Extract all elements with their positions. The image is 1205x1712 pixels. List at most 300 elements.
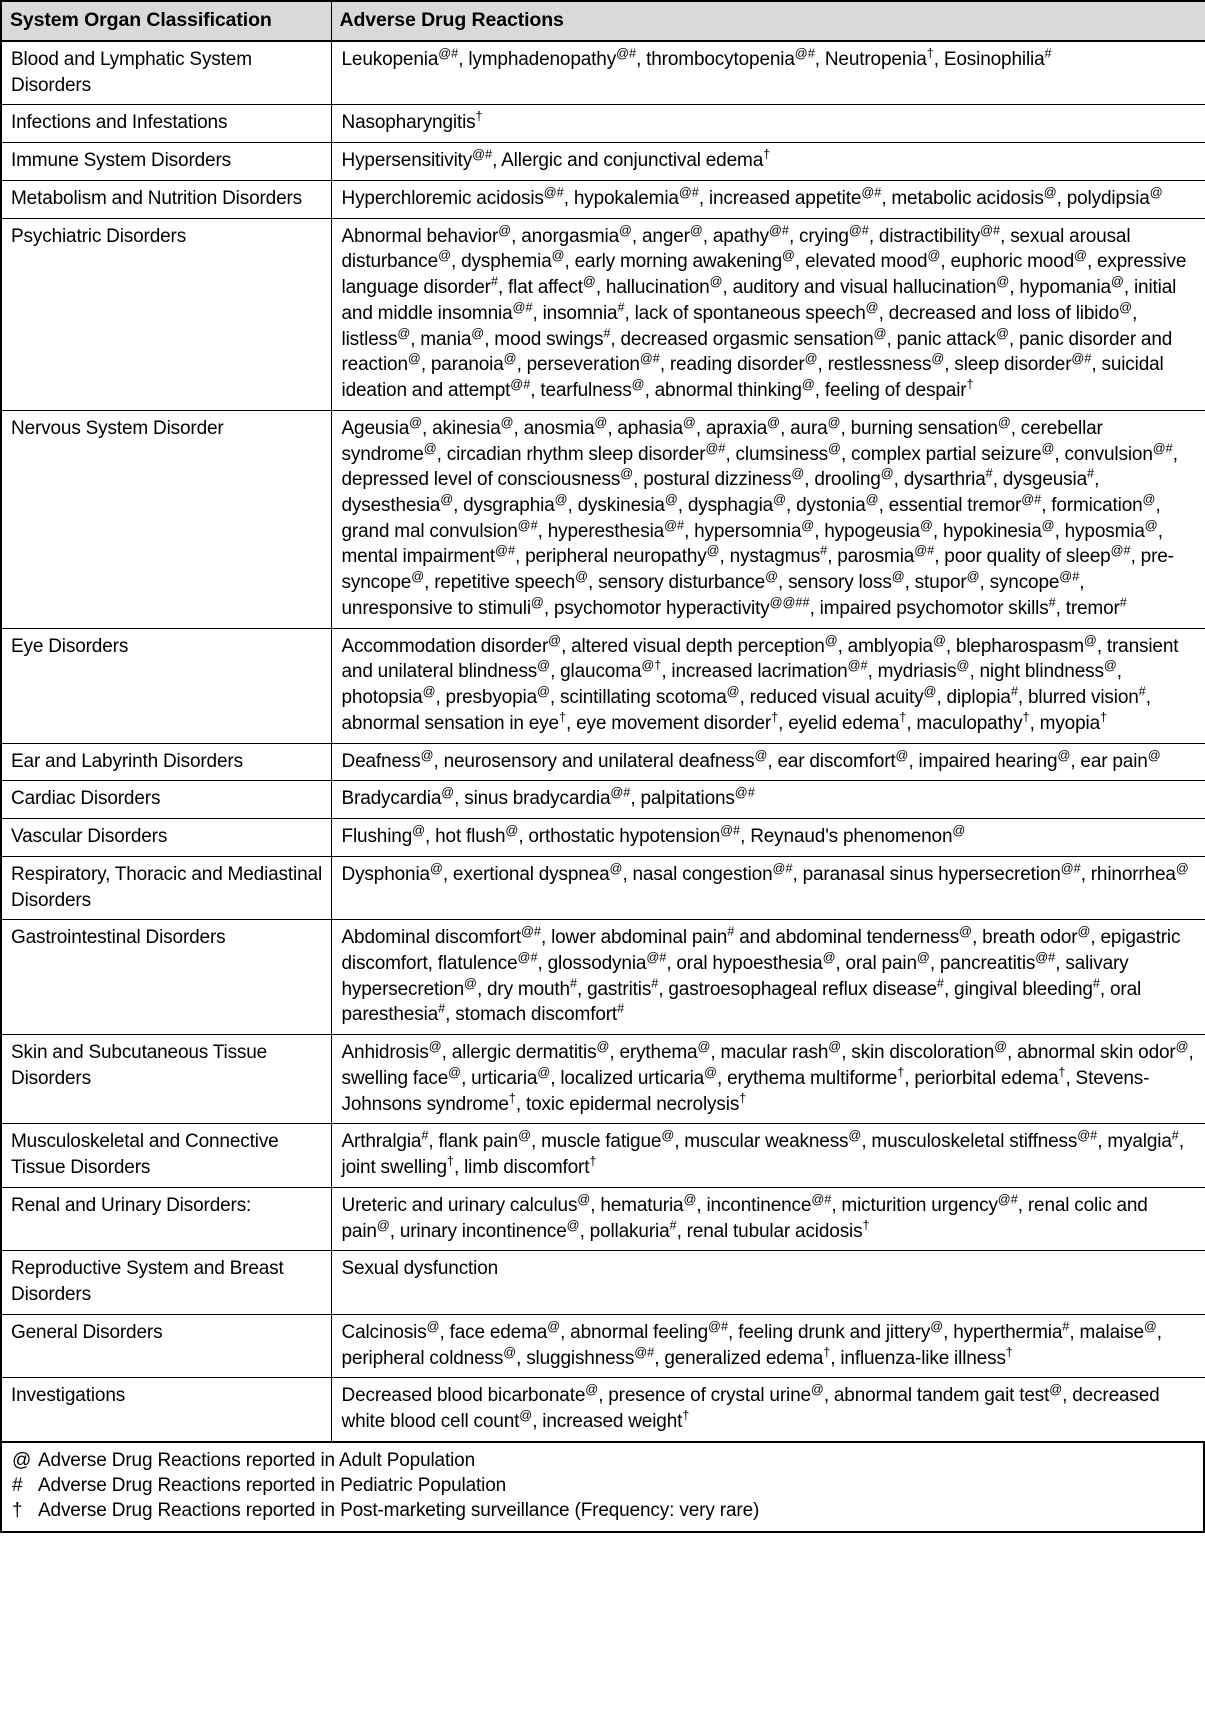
adr-term: rhinorrhea	[1090, 863, 1176, 885]
adverse-drug-reactions-cell: Accommodation disorder@, altered visual depth perception@, amblyopia@, blepharospasm@, transient and unilateral blindness@, glaucoma@†, increased lacrimation@#, mydriasis@, night blindness@, photopsia@, presbyopia@, scintillating scotoma@, reduced visual acuity@, diplopia#, blurred vision#, abnormal sensation in eye†, eye movement disorder†, eyelid edema†, maculopathy†, myopia†	[331, 628, 1205, 743]
table-row	[1, 781, 1205, 819]
adr-marker: @	[503, 350, 517, 366]
table-row	[1, 628, 1205, 743]
legend-symbol: @	[12, 1449, 32, 1471]
adr-marker: @#	[1021, 491, 1042, 507]
adr-marker: @#	[708, 1318, 729, 1334]
adr-term: mood swings	[494, 328, 604, 350]
adr-marker: †	[862, 1217, 870, 1233]
adr-term: ear pain	[1080, 750, 1148, 772]
adr-marker: @	[848, 1128, 862, 1144]
adr-term: cerebellar syndrome	[341, 417, 1103, 465]
adr-term: tearfulness	[540, 380, 632, 402]
adr-term: decreased white blood cell count	[341, 1385, 1160, 1432]
adr-term: formication	[1051, 494, 1143, 516]
adr-marker: @	[575, 568, 589, 584]
adr-marker: #	[617, 1001, 625, 1017]
adr-marker: @	[709, 273, 723, 289]
adr-term: clumsiness	[735, 443, 829, 465]
adr-term: photopsia	[341, 687, 423, 709]
adverse-drug-reactions-cell: Ageusia@, akinesia@, anosmia@, aphasia@, apraxia@, aura@, burning sensation@, cerebellar syndrome@, circadian rhythm sleep disorder@#, clumsiness@, complex partial seizure@, convulsion@#, depressed level of consciousness@, postural dizziness@, drooling@, dysarthria#, dysgeusia#, dysesthesia@, dysgraphia@, dyskinesia@, dysphagia@, dystonia@, essential tremor@#, formication@, grand mal convulsion@#, hyperesthesia@#, hypersomnia@, hypogeusia@, hypokinesia@, hyposmia@, mental impairment@#, peripheral neuropathy@, nystagmus#, parosmia@#, poor quality of sleep@#, pre-syncope@, repetitive speech@, sensory disturbance@, sensory loss@, stupor@, syncope@#, unresponsive to stimuli@, psychomotor hyperactivity@@##, impaired psychomotor skills#, tremor#	[331, 410, 1205, 628]
adr-term: polydipsia	[1066, 187, 1150, 209]
adr-term: anosmia	[523, 417, 595, 439]
adr-marker: †	[446, 1153, 454, 1169]
adr-marker: @	[409, 414, 423, 430]
adr-marker: @#	[472, 146, 493, 162]
adr-marker: @	[931, 350, 945, 366]
adr-marker: @	[376, 1217, 390, 1233]
adr-term: Eosinophilia	[943, 48, 1045, 70]
adr-term: metabolic acidosis	[891, 187, 1044, 209]
adr-term: Ageusia	[341, 417, 410, 439]
adr-marker: @#	[1071, 350, 1092, 366]
adr-term: Hypersensitivity	[341, 150, 473, 172]
adr-term: gastroesophageal reflux disease	[668, 978, 937, 1000]
adr-term: muscular weakness	[684, 1131, 849, 1153]
adr-marker: @#	[664, 517, 685, 533]
adr-term: early morning awakening	[574, 251, 782, 273]
adr-marker: †	[589, 1153, 597, 1169]
adr-marker: @	[810, 1381, 824, 1397]
adr-marker: @	[505, 822, 519, 838]
adr-marker: @#	[861, 184, 882, 200]
adr-term: altered visual depth perception	[571, 635, 825, 657]
adr-marker: @	[828, 440, 841, 456]
adr-marker: @#	[517, 949, 538, 965]
adr-term: Ureteric and urinary calculus	[341, 1194, 578, 1216]
adr-marker: @	[407, 350, 421, 366]
adr-marker: @	[537, 658, 551, 674]
adr-term: blepharospasm	[955, 635, 1084, 657]
adr-term: influenza-like illness	[840, 1347, 1006, 1369]
adr-marker: @	[1175, 860, 1189, 876]
adr-marker: @#	[510, 376, 531, 392]
legend-description: Adverse Drug Reactions reported in Post-marketing surveillance (Frequency: very rare)	[38, 1500, 760, 1522]
adr-term: generalized edema	[664, 1347, 824, 1369]
adr-marker: @	[1147, 747, 1161, 763]
adr-marker: @	[582, 273, 596, 289]
adr-term: musculoskeletal stiffness	[871, 1131, 1078, 1153]
adr-term: epigastric discomfort	[341, 927, 1181, 974]
adr-marker: †	[763, 146, 771, 162]
adr-term: sleep disorder	[954, 354, 1072, 376]
footnote-legend	[0, 1443, 1205, 1533]
adr-term: dysphemia	[461, 251, 552, 273]
adr-marker: @	[1041, 517, 1055, 533]
adr-term: sexual arousal disturbance	[341, 225, 1131, 273]
adr-marker: #	[1062, 1318, 1070, 1334]
adr-marker: #	[1138, 683, 1146, 699]
adr-marker: @	[1149, 184, 1163, 200]
adr-marker: #	[438, 1001, 446, 1017]
system-organ-classification-cell: Renal and Urinary Disorders:	[1, 1187, 331, 1250]
adr-term: localized urticaria	[560, 1067, 705, 1089]
adr-term: pre-syncope	[341, 546, 1174, 594]
table-row	[1, 1124, 1205, 1187]
adr-term: night blindness	[979, 661, 1104, 683]
adr-marker: @	[428, 1038, 442, 1054]
adr-marker: @#	[980, 222, 1001, 238]
adr-term: maculopathy	[916, 712, 1023, 734]
adr-marker: @#	[794, 45, 815, 61]
adr-term: oral hypoesthesia	[676, 952, 823, 974]
adr-marker: @	[1083, 632, 1097, 648]
system-organ-classification-cell: Musculoskeletal and Connective Tissue Disorders	[1, 1124, 331, 1187]
adr-term: exertional dyspnea	[452, 863, 610, 885]
adr-marker: @	[422, 683, 436, 699]
adr-term: feeling of despair	[824, 380, 967, 402]
adr-marker: †	[1100, 709, 1108, 725]
adr-marker: @	[801, 376, 815, 392]
adr-marker: @	[596, 1038, 610, 1054]
adr-marker: @	[440, 491, 454, 507]
adr-term: amblyopia	[847, 635, 933, 657]
adr-marker: @#	[705, 440, 726, 456]
adr-marker: #	[1087, 465, 1095, 481]
adr-term: flatulence	[437, 952, 518, 974]
adr-marker: @	[1110, 273, 1124, 289]
adr-term: joint swelling	[341, 1157, 447, 1179]
adr-term: Dysphonia	[341, 863, 430, 885]
adr-term: Reynaud's phenomenon	[750, 826, 953, 848]
legend-item	[12, 1498, 1195, 1523]
adr-marker: @	[429, 860, 443, 876]
adr-marker: @	[966, 568, 980, 584]
adr-marker: @	[865, 491, 879, 507]
adr-term: apathy	[712, 225, 769, 247]
adr-marker: @	[1041, 440, 1055, 456]
adr-marker: †	[966, 376, 974, 392]
adr-term: poor quality of sleep	[944, 546, 1111, 568]
adr-marker: @	[1043, 184, 1057, 200]
adr-marker: #	[985, 465, 993, 481]
adr-term: crying	[799, 225, 849, 247]
table-row	[1, 143, 1205, 181]
adr-marker: @#	[734, 784, 755, 800]
adr-term: hyperthermia	[953, 1321, 1063, 1343]
adr-marker: #	[421, 1128, 429, 1144]
adr-marker: #	[727, 923, 735, 939]
adverse-drug-reactions-cell: Dysphonia@, exertional dyspnea@, nasal congestion@#, paranasal sinus hypersecretion@#, rhinorrhea@	[331, 856, 1205, 919]
adr-term: Stevens-Johnsons syndrome	[341, 1067, 1150, 1115]
column-header-system-organ-classification: System Organ Classification	[1, 1, 331, 41]
table-body	[1, 41, 1205, 1442]
adr-marker: @	[994, 1038, 1008, 1054]
adr-marker: #	[1171, 1128, 1179, 1144]
adr-marker: @	[791, 465, 805, 481]
adr-marker: @	[537, 683, 550, 699]
adr-term: dysphagia	[687, 494, 774, 516]
adr-marker: @	[952, 822, 966, 838]
adr-marker: @	[804, 350, 818, 366]
adr-term: apraxia	[705, 417, 768, 439]
adr-marker: @	[412, 822, 426, 838]
adr-marker: @	[919, 517, 933, 533]
adr-term: syncope	[989, 572, 1060, 594]
adr-term: mania	[420, 328, 472, 350]
adr-term: thrombocytopenia	[646, 48, 795, 70]
adr-term: impaired psychomotor skills	[819, 597, 1049, 619]
adr-term: flank pain	[438, 1131, 519, 1153]
adr-term: erythema multiforme	[727, 1067, 898, 1089]
adr-marker: @	[1077, 923, 1091, 939]
adr-term: muscle fatigue	[541, 1131, 662, 1153]
adr-term: auditory and visual hallucination	[732, 277, 997, 299]
adr-term: skin discoloration	[851, 1042, 995, 1064]
adr-marker: @	[801, 517, 815, 533]
adr-marker: @	[1074, 248, 1087, 264]
adr-term: gastritis	[587, 978, 652, 1000]
legend-description: Adverse Drug Reactions reported in Pediatric Population	[38, 1475, 507, 1496]
adr-term: urticaria	[471, 1067, 538, 1089]
table-row	[1, 743, 1205, 781]
adr-marker: @	[464, 975, 477, 991]
adr-term: paranoia	[430, 354, 504, 376]
adr-marker: @	[519, 1407, 533, 1423]
adverse-drug-reactions-cell: Ureteric and urinary calculus@, hematuria@, incontinence@#, micturition urgency@#, renal colic and pain@, urinary incontinence@, pollakuria#, renal tubular acidosis†	[331, 1187, 1205, 1250]
adr-marker: @#	[772, 860, 793, 876]
adr-marker: #	[1092, 975, 1100, 991]
adr-marker: @	[548, 632, 562, 648]
adr-marker: @	[767, 414, 781, 430]
table-row	[1, 920, 1205, 1035]
table-row	[1, 1035, 1205, 1124]
adr-term: hyperesthesia	[547, 520, 665, 542]
adr-marker: @#	[997, 1191, 1018, 1207]
table-row	[1, 1251, 1205, 1314]
adr-marker: @	[895, 747, 909, 763]
adr-term: complex partial seizure	[851, 443, 1042, 465]
header-row	[1, 1, 1205, 41]
adr-term: Deafness	[341, 750, 421, 772]
adr-marker: @	[438, 248, 452, 264]
adr-marker: @	[706, 543, 720, 559]
adr-term: hot flush	[435, 826, 506, 848]
adverse-drug-reactions-cell: Decreased blood bicarbonate@, presence of crystal urine@, abnormal tandem gait test@, decreased white blood cell count@, increased weight†	[331, 1378, 1205, 1442]
table-row	[1, 856, 1205, 919]
adr-term: eye movement disorder	[576, 712, 772, 734]
adr-marker: †	[508, 1090, 516, 1106]
adr-term: limb discomfort	[464, 1157, 590, 1179]
adr-term: oral pain	[845, 952, 917, 974]
adr-marker: @#	[610, 784, 631, 800]
table-row	[1, 410, 1205, 628]
adr-term: flat affect	[508, 277, 583, 299]
system-organ-classification-cell: Infections and Infestations	[1, 105, 331, 143]
adr-marker: @#	[848, 222, 869, 238]
adr-marker: @	[1057, 747, 1071, 763]
adr-marker: @#	[634, 1344, 655, 1360]
adr-term: palpitations	[640, 788, 735, 810]
adr-term: Neutropenia	[824, 48, 927, 70]
adverse-drug-reactions-cell	[331, 1251, 1205, 1314]
adr-marker: @	[530, 594, 544, 610]
adr-marker: #	[1048, 594, 1056, 610]
adr-term: aphasia	[617, 417, 683, 439]
adr-marker: @	[566, 1217, 580, 1233]
adr-term: suicidal ideation and attempt	[341, 354, 1164, 402]
adr-term: lymphadenopathy	[468, 48, 617, 70]
adr-marker: @	[996, 273, 1010, 289]
adr-marker: @	[956, 658, 970, 674]
adr-marker: #	[820, 543, 828, 559]
adr-marker: @	[828, 1038, 842, 1054]
adr-marker: †	[823, 1344, 831, 1360]
adr-marker: @	[420, 747, 434, 763]
adr-marker: @#	[1035, 949, 1056, 965]
adr-term: convulsion	[1064, 443, 1153, 465]
adr-marker: @	[932, 632, 946, 648]
adr-term: gingival bleeding	[954, 978, 1093, 1000]
adverse-drug-reactions-cell: Leukopenia@#, lymphadenopathy@#, thrombocytopenia@#, Neutropenia†, Eosinophilia#	[331, 41, 1205, 105]
adr-marker: @	[411, 568, 425, 584]
adr-term: decreased and loss of libido	[888, 302, 1120, 324]
adr-marker: @	[551, 248, 565, 264]
adr-marker: @	[726, 683, 740, 699]
adr-marker: @	[441, 784, 455, 800]
adr-term: Abnormal behavior	[341, 225, 499, 247]
adr-marker: @	[471, 325, 485, 341]
adr-marker: @†	[641, 658, 662, 674]
adr-term: unresponsive to stimuli	[341, 597, 531, 619]
adr-marker: †	[558, 709, 567, 725]
adr-marker: @	[620, 465, 634, 481]
adr-marker: @	[891, 568, 905, 584]
adr-term: oral paresthesia	[341, 978, 1142, 1026]
adr-term: lack of spontaneous speech	[634, 302, 866, 324]
system-organ-classification-cell: Nervous System Disorder	[1, 410, 331, 628]
adr-term: neurosensory and unilateral deafness	[443, 750, 755, 772]
adr-marker: @	[503, 1344, 517, 1360]
adr-term: euphoric mood	[950, 251, 1075, 273]
adr-term: mental impairment	[341, 546, 496, 568]
adr-marker: @	[1144, 517, 1158, 533]
system-organ-classification-cell: Immune System Disorders	[1, 143, 331, 181]
adr-term: breath odor	[982, 927, 1078, 949]
adr-term: circadian rhythm sleep disorder	[446, 443, 706, 465]
adr-marker: #	[1119, 594, 1127, 610]
system-organ-classification-cell: Respiratory, Thoracic and Mediastinal Disorders	[1, 856, 331, 919]
table-row	[1, 105, 1205, 143]
adr-marker: @	[689, 222, 703, 238]
adr-marker: @	[585, 1381, 599, 1397]
adr-marker: @	[682, 414, 696, 430]
adr-marker: @	[995, 325, 1009, 341]
adr-marker: @	[1119, 299, 1133, 315]
adr-term: elevated mood	[804, 251, 928, 273]
adr-marker: @#	[1152, 440, 1173, 456]
adr-marker: @#	[438, 45, 459, 61]
system-organ-classification-cell: Eye Disorders	[1, 628, 331, 743]
system-organ-classification-cell: Gastrointestinal Disorders	[1, 920, 331, 1035]
adr-term: blurred vision	[1027, 687, 1139, 709]
adr-term: essential tremor	[888, 494, 1022, 516]
adr-term: dysesthesia	[341, 494, 441, 516]
system-organ-classification-cell: Cardiac Disorders	[1, 781, 331, 819]
system-organ-classification-cell: Psychiatric Disorders	[1, 218, 331, 410]
adr-term: eyelid edema	[788, 712, 900, 734]
adr-marker: @#	[914, 543, 935, 559]
system-organ-classification-cell: Skin and Subcutaneous Tissue Disorders	[1, 1035, 331, 1124]
adr-term: restlessness	[827, 354, 932, 376]
adr-marker: @	[927, 248, 941, 264]
legend-symbol: #	[12, 1475, 23, 1496]
adr-term: micturition urgency	[841, 1194, 998, 1216]
adr-marker: @	[827, 414, 841, 430]
adr-marker: @	[498, 222, 512, 238]
adr-term: abnormal skin odor	[1017, 1042, 1176, 1064]
adr-term: impaired hearing	[918, 750, 1058, 772]
adr-marker: @	[577, 1191, 591, 1207]
adr-term: allergic dermatitis	[451, 1042, 597, 1064]
adr-term: psychomotor hyperactivity	[553, 597, 770, 619]
adr-marker: @#	[512, 299, 533, 315]
adr-term: panic attack	[896, 328, 996, 350]
system-organ-classification-cell: Ear and Labyrinth Disorders	[1, 743, 331, 781]
adr-marker: @	[1049, 1381, 1063, 1397]
adr-term: depressed level of consciousness	[341, 469, 621, 491]
adr-term: hematuria	[600, 1194, 684, 1216]
adr-term: myalgia	[1107, 1131, 1172, 1153]
adr-term: panic disorder and reaction	[341, 328, 1173, 376]
adr-term: peripheral coldness	[341, 1347, 504, 1369]
adr-term: hypogeusia	[824, 520, 920, 542]
adr-term: nasal congestion	[632, 863, 773, 885]
adr-marker: †	[926, 45, 934, 61]
adr-marker: #	[617, 299, 625, 315]
adr-marker: #	[936, 975, 944, 991]
adr-marker: @#	[847, 658, 868, 674]
adr-term: reading disorder	[669, 354, 805, 376]
adr-marker: @	[423, 440, 437, 456]
adverse-drug-reactions-cell: Abnormal behavior@, anorgasmia@, anger@, apathy@#, crying@#, distractibility@#, sexual arousal disturbance@, dysphemia@, early morning awakening@, elevated mood@, euphoric mood@, expressive language disorder#, flat affect@, hallucination@, auditory and visual hallucination@, hypomania@, initial and middle insomnia@#, insomnia#, lack of spontaneous speech@, decreased and loss of libido@, listless@, mania@, mood swings#, decreased orgasmic sensation@, panic attack@, panic disorder and reaction@, paranoia@, perseveration@#, reading disorder@, restlessness@, sleep disorder@#, suicidal ideation and attempt@#, tearfulness@, abnormal thinking@, feeling of despair†	[331, 218, 1205, 410]
adr-term: hypokinesia	[942, 520, 1042, 542]
adr-marker: @	[1143, 1318, 1157, 1334]
adr-term: aura	[790, 417, 828, 439]
adverse-drug-reactions-cell	[331, 105, 1205, 143]
adr-term: transient and unilateral blindness	[341, 635, 1179, 683]
adr-marker: #	[669, 1217, 677, 1233]
adr-marker: @	[873, 325, 887, 341]
adr-marker: @#	[768, 222, 789, 238]
adr-term: increased weight	[542, 1411, 683, 1432]
adr-marker: @	[664, 491, 678, 507]
adr-term: dysgraphia	[463, 494, 555, 516]
adr-marker: @	[1142, 491, 1156, 507]
adr-marker: #	[651, 975, 659, 991]
table-row	[1, 41, 1205, 105]
adr-marker: #	[569, 975, 578, 991]
system-organ-classification-cell: General Disorders	[1, 1314, 331, 1377]
adr-term: periorbital edema	[914, 1067, 1059, 1089]
adr-term: initial and middle insomnia	[341, 277, 1177, 324]
adr-term: renal colic and pain	[341, 1194, 1148, 1242]
adr-marker: †	[1005, 1344, 1013, 1360]
adr-term: Accommodation disorder	[341, 635, 549, 657]
adr-marker: @	[1175, 1038, 1189, 1054]
adr-term: reduced visual acuity	[749, 687, 924, 709]
adr-marker: @	[916, 949, 930, 965]
adr-term: hallucination	[605, 277, 710, 299]
adr-term-suffix: and abdominal tenderness	[734, 927, 960, 949]
adr-term: Arthralgia	[341, 1131, 422, 1153]
adr-term: peripheral neuropathy	[525, 546, 707, 568]
adr-marker: †	[771, 709, 779, 725]
adr-term: paranasal sinus hypersecretion	[802, 863, 1061, 885]
adr-term: Leukopenia	[341, 48, 439, 70]
adr-term: Flushing	[341, 826, 413, 848]
adr-term: grand mal convulsion	[341, 520, 518, 542]
